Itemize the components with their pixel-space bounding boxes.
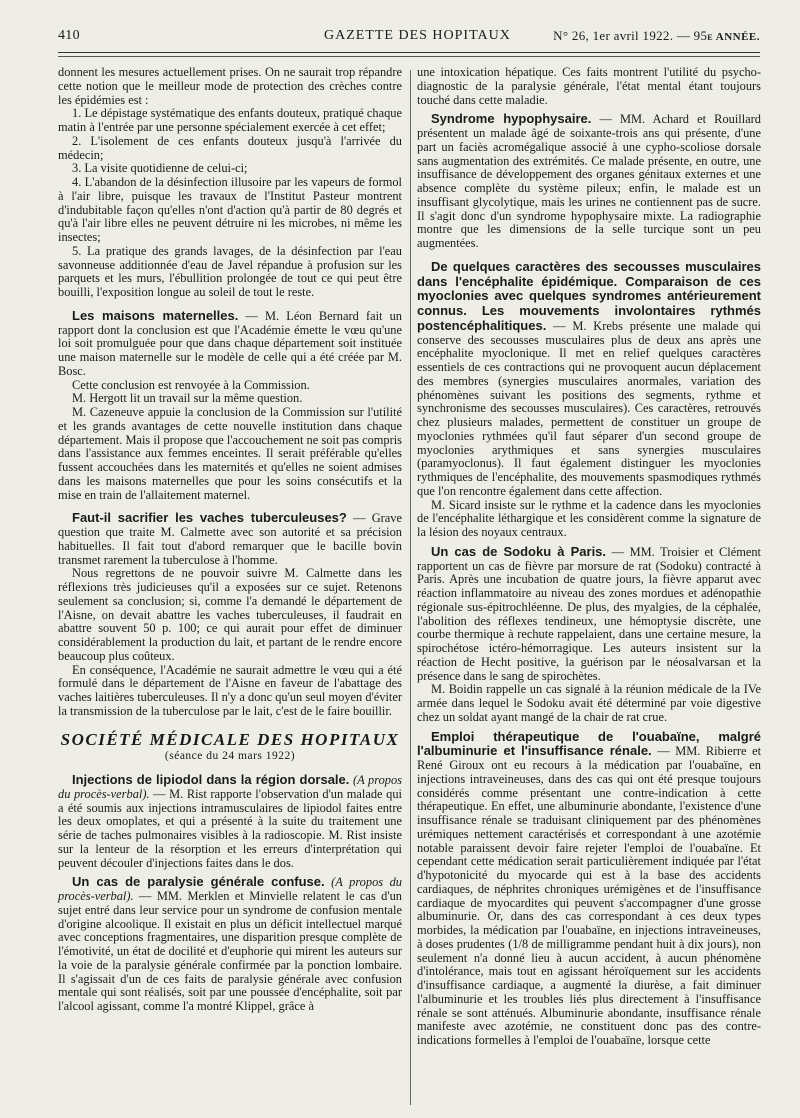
- page-header: [58, 26, 760, 48]
- issue-line: [553, 28, 760, 44]
- section-heading: Syndrome hypophysaire.: [431, 111, 592, 127]
- paragraph: En conséquence, l'Académie ne saurait admettre le vœu qui a été formulé dans le département de l'Aisne en faveur de l'abattage des vaches laitières tuberculeuses. Il n'y a donc qu'un seul moyen d'éviter la transmission de la tuberculose par le lait, c'est de le faire bouillir.: [58, 662, 402, 718]
- issue-annee: e ANNÉE.: [707, 31, 760, 43]
- section-heading: Injections de lipiodol dans la région dorsale.: [72, 772, 350, 787]
- section-heading: Faut-il sacrifier les vaches tuberculeuses?: [72, 510, 347, 526]
- article-maisons: Les maisons maternelles. — M. Léon Bernard fait un rapport dont la conclusion est que l'Académie émette le vœu qu'une loi soit promulguée pour que dans chaque département soit instituée une maison maternelle sur le modèle de celle qui a été créée par M. Bosc.: [58, 307, 402, 378]
- paragraph: M. Hergott lit un travail sur la même question.: [72, 391, 303, 406]
- article-lipiodol: Injections de lipiodol dans la région dorsale. (A propos du procès-verbal). — M. Rist rapporte l'observation d'un malade qui a été soumis aux injections intramusculaires de lipiodol faites entre les deux omoplates, et qui a présenté à la suite du traitement une série de taches pulmonaires visibles à la radioscopie. M. Rist insiste sur la lenteur de la résorption et les erreurs d'interprétation qui peuvent découler d'injections faites dans le dos.: [58, 772, 402, 870]
- paragraph: 2. L'isolement de ces enfants douteux jusqu'à l'arrivée du médecin;: [58, 133, 402, 162]
- paragraph: Cette conclusion est renvoyée à la Commission.: [72, 377, 310, 392]
- right-column: [417, 66, 761, 1048]
- article-hypophysaire: Syndrome hypophysaire. — MM. Achard et Rouillard présentent un malade âgé de soixante-trois ans qui présente, d'une part un faciès acromégalique associé à une cypho-scoliose dorsale sans augmentation des extrémités. Ce malade présente, en outre, une insuffisance de développement des organes génitaux externes et une absence complète du système pileux; enfin, le malade est un insuffisant glycolytique, mais les urines ne contiennent pas de sucre. Il s'agit donc d'un syndrome hypophysaire mixte. La radiographie montre que les dimensions de la selle turcique sont un peu augmentées.: [417, 111, 761, 250]
- paragraph: donnent les mesures actuellement prises. On ne saurait trop répandre cette notion que le meilleur mode de protection des crèches contre les épidémies est :: [58, 65, 402, 107]
- article-vaches: Faut-il sacrifier les vaches tuberculeuses? — Grave question que traite M. Calmette avec son autorité et sa précision habituelles. Il fait tout d'abord remarquer que le bacille bovin transmet rarement la tuberculose à l'homme.: [58, 510, 403, 567]
- paragraph: Nous regrettons de ne pouvoir suivre M. Calmette dans les réflexions très judicieuses qu'il a exposées sur ce sujet. Retenons seulement sa conclusion; si, comme l'a demandé le département de l'Aisne, on devait abattre les vaches tuberculeuses, il faudrait en abattre souvent 50 p. 100; ce qui aurait pour effet de diminuer considérablement la production du lait, et partant de le rendre encore beaucoup plus coûteux.: [58, 566, 402, 663]
- paragraph: une intoxication hépatique. Ces faits montrent l'utilité du psycho-diagnostic de la paralysie générale, l'état mental étant toujours touché dans cette maladie.: [417, 65, 761, 107]
- article-paralysie: Un cas de paralysie générale confuse. (A propos du procès-verbal). — MM. Merklen et Minvielle relatent le cas d'un sujet entré dans leur service pour un syndrome de confusion mentale d'origine alcoolique. Il existait en plus un déficit intellectuel marqué avec conceptions fragmentaires, une disparition presque complète de l'émotivité, un état de docilité et d'euphorie qui mirent les auteurs sur la voie de la paralysie générale confirmée par la ponction lombaire. Il s'agissait d'un de ces faits de paralysie générale avec confusion mentale qui sont réalisés, soit par une poussée d'encéphalite, soit par l'alcool agissant, comme l'a montré Klippel, grâce à: [58, 874, 402, 1013]
- paragraph: M. Cazeneuve appuie la conclusion de la Commission sur l'utilité et les grands avantages de cette nouvelle institution dans chaque département. Mais il propose que l'accouchement ne soit pas compris dans l'assistance aux femmes enceintes. Il serait préférable qu'elles fussent accouchées dans les maternités et qu'elles ne soient admises dans les maisons maternelles que pour les soins consécutifs et la mise en train de l'allaitement maternel.: [58, 405, 402, 502]
- society-title: SOCIÉTÉ MÉDICALE DES HOPITAUX: [60, 729, 400, 749]
- paragraph: M. Boidin rappelle un cas signalé à la réunion médicale de la IVe armée dans lequel le Sodoku avait été déterminé par voie digestive chez un soldat ayant mangé de la chair de rat crue.: [417, 682, 761, 724]
- section-heading: De quelques caractères des secousses musculaires dans l'encéphalite épidémique. Comparaison de ces myoclonies avec quelques syndromes antérieurement connus. Les mouvements involontaires rythmés postencéphalitiques.: [417, 258, 761, 333]
- article-secousses: De quelques caractères des secousses musculaires dans l'encéphalite épidémique. Comparaison de ces myoclonies avec quelques syndromes antérieurement connus. Les mouvements involontaires rythmés postencéphalitiques. — M. Krebs présente une malade qui conserve des secousses musculaires plus de deux ans après une encéphalite myoclonique. Il met en relief quelques caractères essentiels de ces contractions qui ne provoquent aucun déplacement des membres (synergies musculaires anormales, variation des phénomènes suivant les positions des segments, rythme et synchronisme des secousses musculaires). Ces caractères, retrouvés chez plusieurs malades, permettent de constituer un groupe de myoclonies rythmées qu'il faut séparer d'un second groupe de myoclonies arythmiques et sans synergies musculaires (paramyoclonus). Il faut également distinguer les myoclonies rythmiques de l'encéphalite, des mouvements spasmodiques rythmés que l'on rencontre également dans cette affection.: [417, 258, 761, 498]
- section-heading: Les maisons maternelles.: [72, 307, 239, 323]
- page-number: 410: [58, 28, 80, 43]
- paragraph: 5. La pratique des grands lavages, de la désinfection par l'eau savonneuse additionnée d'eau de Javel répandue à profusion sur les parquets et les murs, l'ébullition prolongée de tout ce qui peut être bouilli, l'exposition longue au soleil de tout le reste.: [58, 243, 402, 299]
- session-date: (séance du 24 mars 1922): [164, 750, 296, 763]
- header-rule-top: [58, 52, 760, 53]
- paragraph: 1. Le dépistage systématique des enfants douteux, pratiqué chaque matin à l'entrée par une personne spécialement exercée à cet effet;: [58, 106, 402, 134]
- section-heading: Un cas de Sodoku à Paris.: [431, 543, 607, 559]
- paragraph: M. Sicard insiste sur le rythme et la cadence dans les myoclonies de l'encéphalite léthargique et les considèrent comme la signature de la lésion des noyaux centraux.: [417, 497, 761, 539]
- left-column: [58, 66, 402, 1014]
- article-ouabaine: Emploi thérapeutique de l'ouabaïne, malgré l'albuminurie et l'insuffisance rénale. — MM. Ribierre et René Giroux ont eu recours à la médication par l'ouabaïne, en injections intraveineuses, dans des cas qui ont été presque toujours considérés comme présentant une contre-indication à cette thérapeutique. En effet, une albuminurie abondante, l'existence d'une insuffisance rénale se traduisant cliniquement par des phénomènes urémiques nettement caractérisés et correspondant à une azotémie notable paraissent devoir faire rejeter l'emploi de l'ouabaïne. Et cependant cette médication serait particulièrement indiquée par l'état d'hypotonicité du myocarde qui est à la base des accidents cardiaques, de néphrites chroniques urémigènes et de l'insuffisance cardiaque de myocardites qui peuvent s'accompagner d'une grosse albuminurie. Or, dans des cas correspondant à ces deux types morbides, la médication par l'ouabaïne, en injections intraveineuses, à doses prudentes (1/8 de milligramme pendant huit à dix jours), non seulement n'a donné lieu à aucun accident, à aucun phénomène d'intolérance, mais tout en agissant héroïquement sur les accidents d'insuffisance cardiaque, a augmenté la diurèse, a fait diminuer l'albuminurie et les troubles liés plus directement à l'insuffisance rénale se sont atténués. Albuminurie abondante, insuffisance rénale manifeste avec azotémie, ne constituent donc pas des contre-indications formelles à l'emploi de l'ouabaïne, lorsque cette: [417, 728, 762, 1047]
- section-heading: Emploi thérapeutique de l'ouabaïne, malgré l'albuminurie et l'insuffisance rénale.: [417, 728, 761, 759]
- issue-date: N° 26, 1er avril 1922. — 95: [553, 28, 708, 43]
- column-separator: [410, 70, 411, 1105]
- paragraph: 3. La visite quotidienne de celui-ci;: [72, 161, 248, 176]
- section-heading: Un cas de paralysie générale confuse.: [72, 874, 325, 890]
- article-sodoku: Un cas de Sodoku à Paris. — MM. Troisier et Clément rapportent un cas de fièvre par morsure de rat (Sodoku) contracté à Paris. Après une incubation de quatre jours, la fièvre apparut avec réaction inflammatoire au niveau des zones mordues et adénopathie régionale sus-épitrochléenne. De plus, des myalgies, de la céphalée, l'abolition des réflexes tendineux, une hémoptysie discrète, une courbe thermique à rechute rappelaient, dans une certaine mesure, la spirochétose ictéro-hémorragique. Les auteurs insistent sur la réaction de Hecht positive, la guérison par le néosalvarsan et la présence dans le sang de spirochètes.: [417, 543, 761, 683]
- paragraph: 4. L'abandon de la désinfection illusoire par les vapeurs de formol à l'air libre, puisque les travaux de l'Institut Pasteur montrent d'indubitable façon qu'elles n'ont d'action qu'à partir de 80 degrés et qu'à l'air libre elles ne peuvent détruire ni les microbes, ni même les insectes;: [58, 175, 402, 244]
- header-rule-bottom: [58, 56, 760, 57]
- journal-title: GAZETTE DES HOPITAUX: [324, 28, 511, 43]
